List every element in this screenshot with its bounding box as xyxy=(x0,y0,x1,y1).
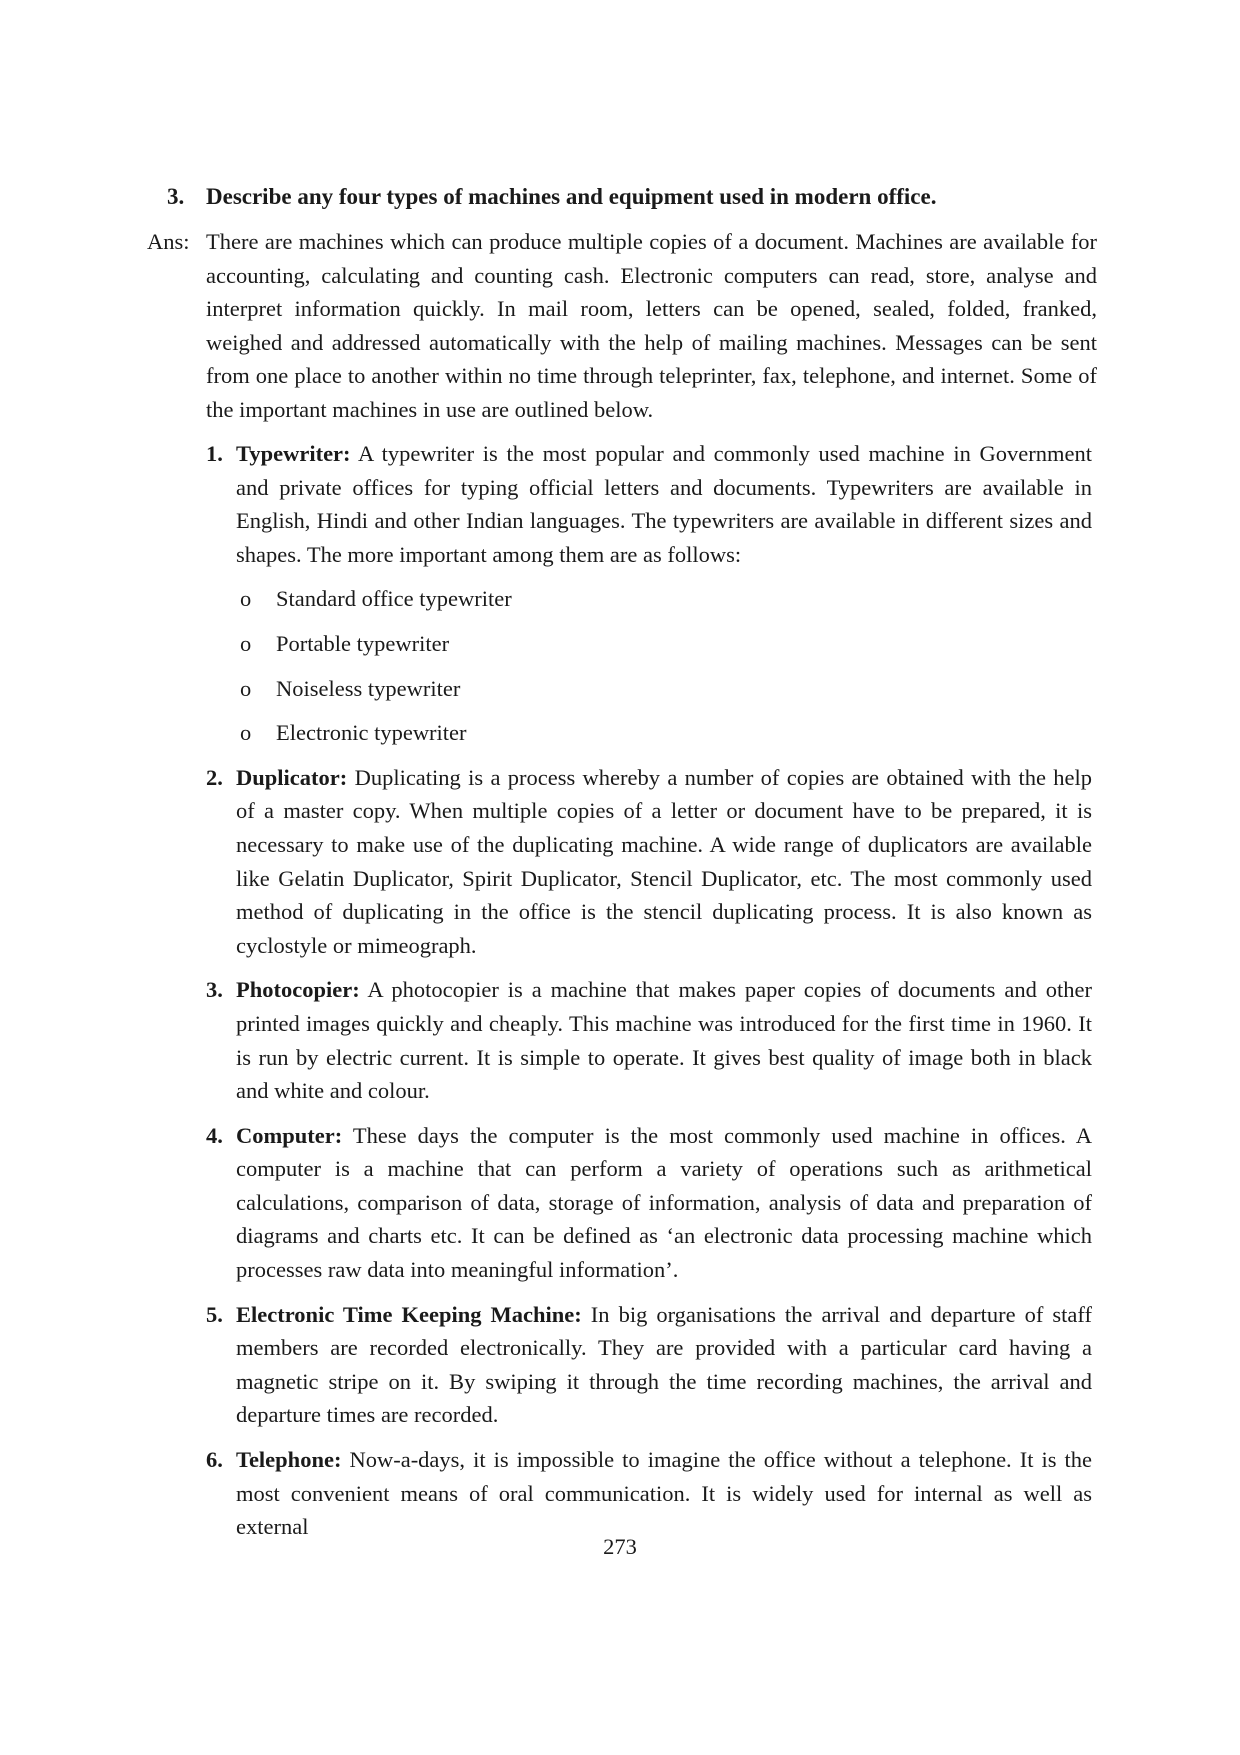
sub-list-item xyxy=(236,627,1092,661)
question-number: 3. xyxy=(167,184,185,209)
item-title: Computer: xyxy=(236,1122,343,1148)
answer-label: Ans: xyxy=(147,229,190,254)
item-text: These days the computer is the most commonly used machine in offices. A computer is a machine that can perform a variety of operations such as arithmetical calculations, comparison of data, storage of information, analysis of data and preparation of diagrams and charts etc. It can be defined as ‘an electronic data processing machine which processes raw data into meaningful information’. xyxy=(236,1122,1092,1283)
answer-block xyxy=(147,225,1097,427)
item-title: Typewriter: xyxy=(236,441,351,466)
item-text: In big organisations the arrival and departure of staff members are recorded electronically. They are provided with a particular card having a magnetic stripe on it. By swiping it through the time recording machines, the arrival and departure times are recorded. xyxy=(236,1301,1092,1428)
sub-list-item-text: Noiseless typewriter xyxy=(276,675,461,701)
bullet-marker: o xyxy=(240,630,252,656)
item-number: 3. xyxy=(206,977,223,1003)
item-text: Duplicating is a process whereby a number of copies are obtained with the help of a master copy. When multiple copies of a letter or document have to be prepared, it is necessary to make use of the duplicating machine. A wide range of duplicators are available like Gelatin Duplicator, Spirit Duplicator, Stencil Duplicator, etc. The most commonly used method of duplicating in the office is the stencil duplicating process. It is also known as cyclostyle or mimeograph. xyxy=(236,764,1092,958)
item-text: A typewriter is the most popular and commonly used machine in Government and private offices for typing official letters and documents. Typewriters are available in English, Hindi and other Indian languages. The typewriters are available in different sizes and shapes. The more important among them are as follows: xyxy=(236,441,1092,567)
page-number: 273 xyxy=(603,1534,637,1559)
list-item-photocopier xyxy=(206,973,1092,1107)
item-number: 4. xyxy=(206,1122,223,1148)
list-item-typewriter xyxy=(206,437,1092,750)
item-text: Now-a-days, it is impossible to imagine the office without a telephone. It is the most convenient means of oral communication. It is widely used for internal as well as external xyxy=(236,1447,1092,1540)
sub-list-item xyxy=(236,716,1092,750)
sub-list-item-text: Portable typewriter xyxy=(276,630,450,656)
sub-list-item-text: Standard office typewriter xyxy=(276,586,512,612)
item-title: Photocopier: xyxy=(236,977,360,1003)
answer-intro: There are machines which can produce multiple copies of a document. Machines are available for accounting, calculating and counting cash. Electronic computers can read, store, analyse and interpret information quickly. In mail room, letters can be opened, sealed, folded, franked, weighed and addressed automatically with the help of mailing machines. Messages can be sent from one place to another within no time through teleprinter, fax, telephone, and internet. Some of the important machines in use are outlined below. xyxy=(206,229,1097,422)
item-title: Duplicator: xyxy=(236,764,348,790)
list-item-telephone xyxy=(206,1443,1092,1544)
typewriter-types-list xyxy=(236,582,1092,749)
item-title: Electronic Time Keeping Machine: xyxy=(236,1301,582,1327)
item-number: 1. xyxy=(206,441,223,466)
list-item-duplicator xyxy=(206,761,1092,963)
bullet-marker: o xyxy=(240,720,252,746)
bullet-marker: o xyxy=(240,586,252,612)
question-text: Describe any four types of machines and equipment used in modern office. xyxy=(206,184,937,209)
list-item-computer xyxy=(206,1119,1092,1287)
list-item-time-keeping-machine xyxy=(206,1298,1092,1432)
sub-list-item-text: Electronic typewriter xyxy=(276,720,467,746)
item-title: Telephone: xyxy=(236,1447,342,1473)
item-number: 2. xyxy=(206,764,223,790)
item-number: 6. xyxy=(206,1447,223,1473)
sub-list-item xyxy=(236,582,1092,616)
machine-list xyxy=(206,437,1092,1555)
sub-list-item xyxy=(236,672,1092,706)
item-text: A photocopier is a machine that makes paper copies of documents and other printed images quickly and cheaply. This machine was introduced for the first time in 1960. It is run by electric current. It is simple to operate. It gives best quality of image both in black and white and colour. xyxy=(236,977,1092,1104)
bullet-marker: o xyxy=(240,675,252,701)
question-heading xyxy=(167,180,1097,214)
item-number: 5. xyxy=(206,1301,223,1327)
